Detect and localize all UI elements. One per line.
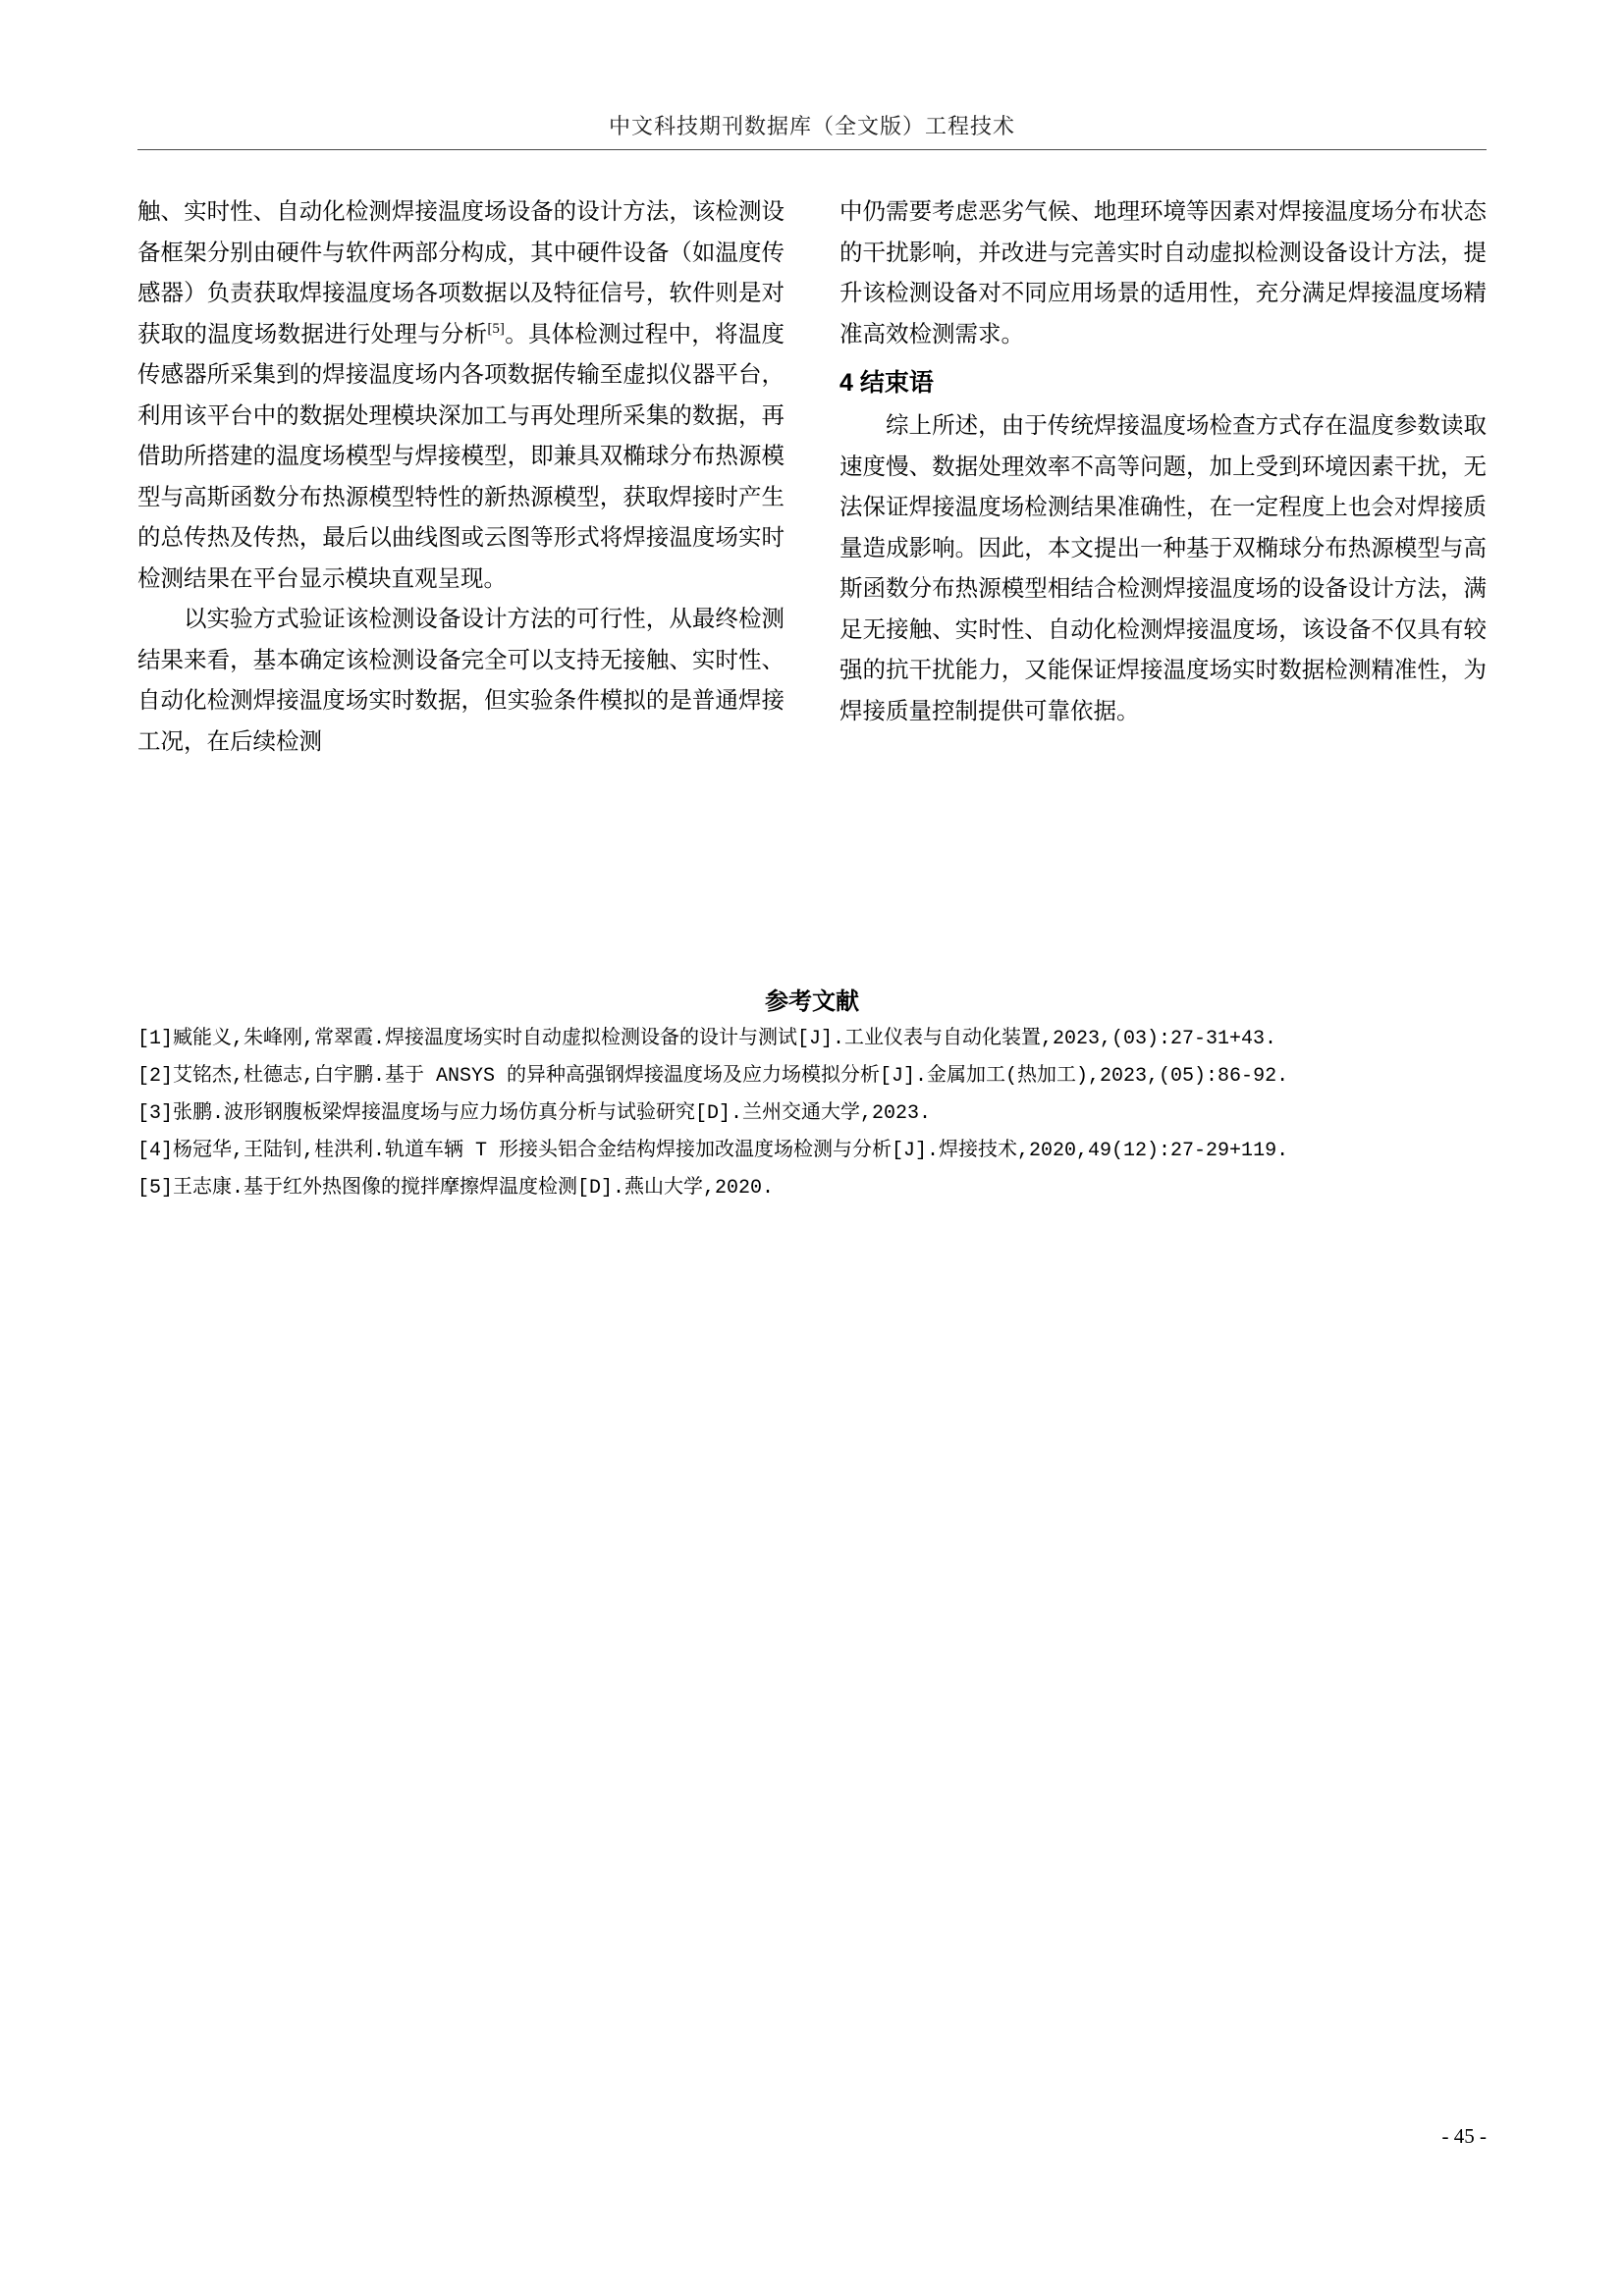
citation-marker: [5] — [487, 320, 505, 337]
paragraph: 综上所述，由于传统焊接温度场检查方式存在温度参数读取速度慢、数据处理效率不高等问题，加上受到环境因素干扰，无法保证焊接温度场检测结果准确性，在一定程度上也会对焊接质量造成影响。因此，本文提出一种基于双椭球分布热源模型与高斯函数分布热源模型相结合检测焊接温度场的设备设计方法，满足无接触、实时性、自动化检测焊接温度场，该设备不仅具有较强的抗干扰能力，又能保证焊接温度场实时数据检测精准性，为焊接质量控制提供可靠依据。 — [839, 413, 1487, 724]
paragraph-text-part2: 。具体检测过程中，将温度传感器所采集到的焊接温度场内各项数据传输至虚拟仪器平台，利用该平台中的数据处理模块深加工与再处理所采集的数据，再借助所搭建的温度场模型与焊接模型，即兼具双椭球分布热源模型与高斯函数分布热源模型特性的新热源模型，获取焊接时产生的总传热及传热，最后以曲线图或云图等形式将焊接温度场实时检测结果在平台显示模块直观呈现。 — [137, 321, 785, 592]
paragraph: 中仍需要考虑恶劣气候、地理环境等因素对焊接温度场分布状态的干扰影响，并改进与完善实时自动虚拟检测设备设计方法，提升该检测设备对不同应用场景的适用性，充分满足焊接温度场精准高效检测需求。 — [839, 199, 1487, 347]
paragraph — [137, 192, 785, 600]
reference-item: [4]杨冠华,王陆钊,桂洪利.轨道车辆 T 形接头铝合金结构焊接加改温度场检测与分析[J].焊接技术,2020,49(12):27-29+119. — [137, 1140, 1289, 1162]
header-divider — [137, 149, 1487, 150]
header-title: 中文科技期刊数据库（全文版）工程技术 — [608, 114, 1015, 138]
page-header — [137, 110, 1487, 140]
section-heading-conclusion: 4 结束语 — [839, 369, 934, 397]
reference-item: [1]臧能义,朱峰刚,常翠霞.焊接温度场实时自动虚拟检测设备的设计与测试[J].工业仪表与自动化装置,2023,(03):27-31+43. — [137, 1028, 1277, 1050]
reference-item: [5]王志康.基于红外热图像的搅拌摩擦焊温度检测[D].燕山大学,2020. — [137, 1177, 775, 1200]
reference-item: [2]艾铭杰,杜德志,白宇鹏.基于 ANSYS 的异种高强钢焊接温度场及应力场模拟分析[J].金属加工(热加工),2023,(05):86-92. — [137, 1065, 1289, 1088]
paragraph: 以实验方式验证该检测设备设计方法的可行性，从最终检测结果来看，基本确定该检测设备完全可以支持无接触、实时性、自动化检测焊接温度场实时数据，但实验条件模拟的是普通焊接工况，在后续检测 — [137, 607, 785, 755]
right-column — [839, 192, 1487, 763]
references-list — [137, 1021, 1487, 1207]
page-number: - 45 - — [1441, 2124, 1487, 2148]
paragraph-text-part1: 触、实时性、自动化检测焊接温度场设备的设计方法，该检测设备框架分别由硬件与软件两部分构成，其中硬件设备（如温度传感器）负责获取焊接温度场各项数据以及特征信号，软件则是对获取的温度场数据进行处理与分析 — [137, 199, 785, 347]
left-column — [137, 192, 785, 763]
two-column-body — [137, 192, 1487, 763]
reference-item: [3]张鹏.波形钢腹板梁焊接温度场与应力场仿真分析与试验研究[D].兰州交通大学,2023. — [137, 1102, 932, 1125]
references-heading: 参考文献 — [765, 988, 859, 1015]
